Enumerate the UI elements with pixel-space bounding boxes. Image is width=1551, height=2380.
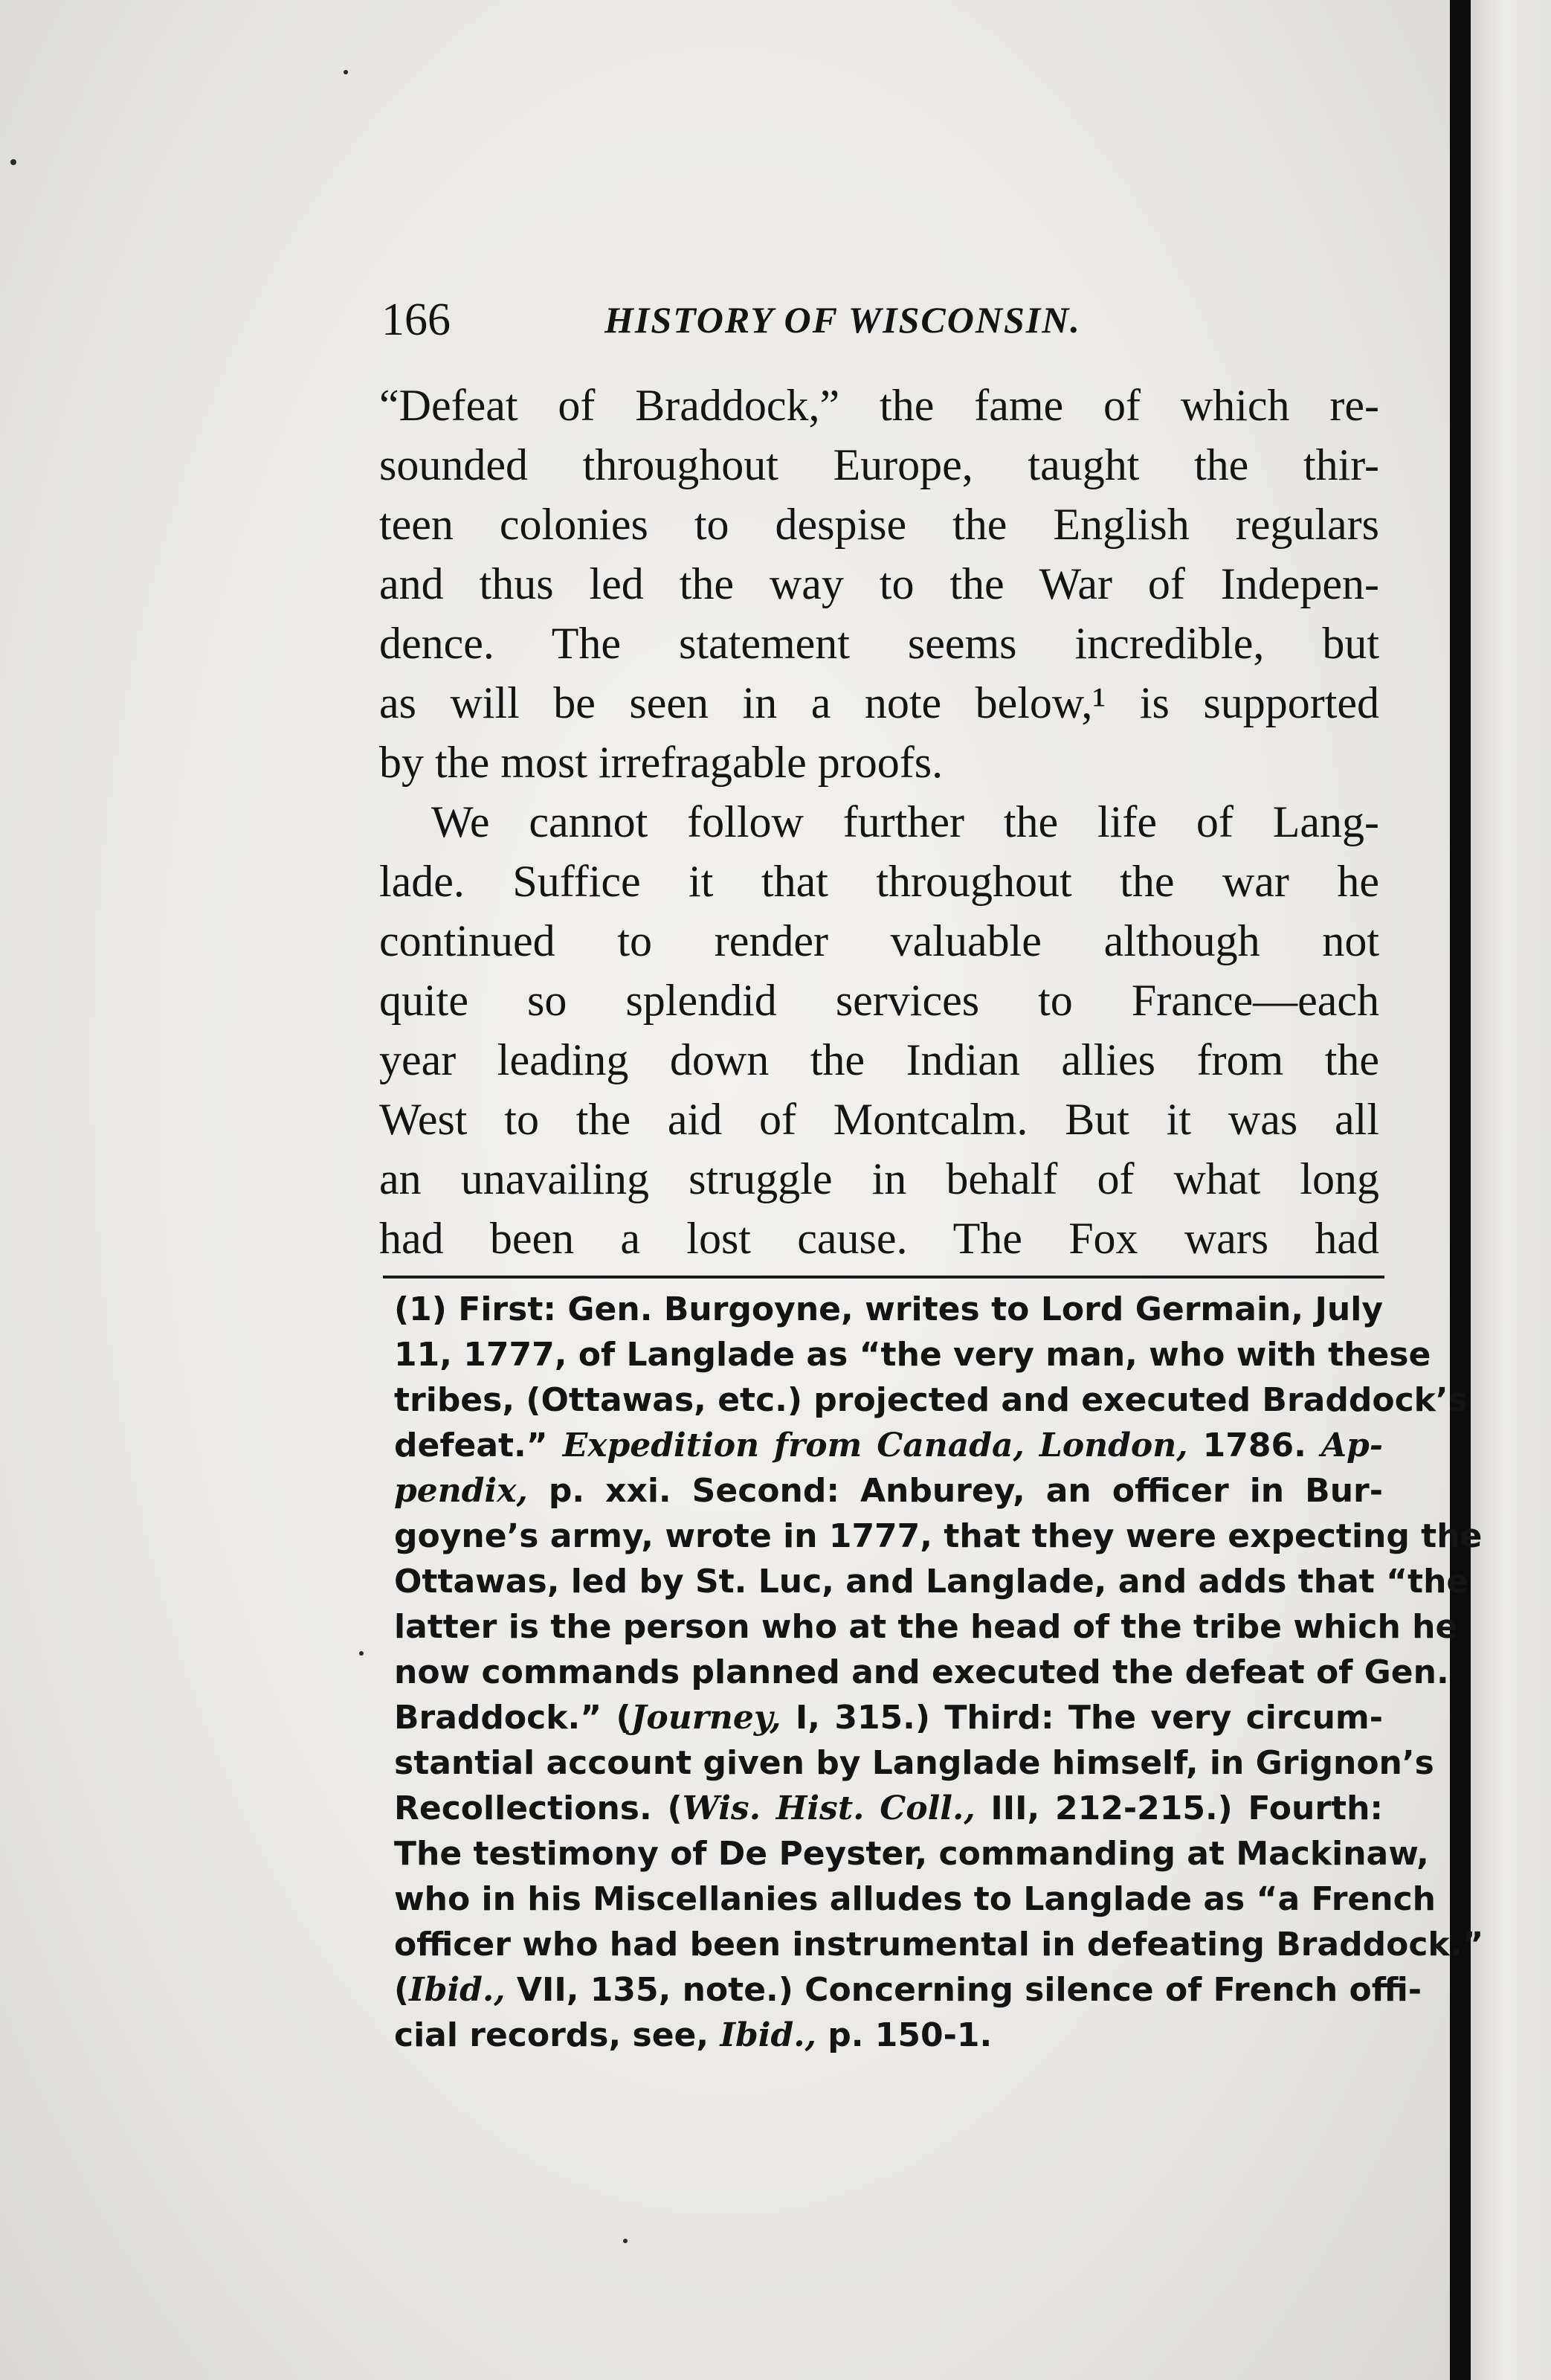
footnote-text: who in his Miscellanies alludes to Langlade as “a French <box>394 1880 1436 1918</box>
footnote-line <box>394 1695 1383 1740</box>
footnote <box>394 1287 1484 2058</box>
footnote-line <box>394 1967 1422 2013</box>
footnote-text: VII, 135, note.) Concerning silence of French offi- <box>505 1971 1422 2009</box>
footnote-line <box>394 1468 1383 1514</box>
footnote-citation: Ibid., <box>720 2016 816 2054</box>
footnote-text: now commands planned and executed the defeat of Gen. <box>394 1653 1449 1691</box>
footnote-line <box>394 1559 1469 1604</box>
footnote-text: tribes, (Ottawas, etc.) projected and executed Braddock’s <box>394 1381 1468 1419</box>
footnote-text: Braddock.” ( <box>394 1699 631 1737</box>
body-line: year leading down the Indian allies from the <box>379 1035 1379 1084</box>
footnote-line <box>394 2013 1383 2058</box>
footnote-citation: Ap- <box>1321 1427 1384 1464</box>
footnote-line <box>394 1831 1429 1876</box>
footnote-rule <box>383 1276 1384 1279</box>
footnote-citation: Journey, <box>631 1699 781 1737</box>
footnote-citation: Expedition from Canada, London, <box>562 1427 1188 1464</box>
body-line: West to the aid of Montcalm. But it was all <box>379 1095 1379 1144</box>
adjacent-page-edge <box>1471 0 1551 2380</box>
binding-shadow <box>1450 0 1471 2380</box>
body-line: and thus led the way to the War of Indepen- <box>379 559 1379 608</box>
body-line: as will be seen in a note below,¹ is supported <box>379 678 1379 727</box>
footnote-line <box>394 1332 1431 1377</box>
footnote-line <box>394 1876 1436 1922</box>
body-line: teen colonies to despise the English regulars <box>379 500 1379 549</box>
footnote-line <box>394 1650 1449 1695</box>
page-number: 166 <box>381 295 451 345</box>
footnote-text: p. xxi. Second: Anburey, an officer in Bur- <box>527 1472 1383 1510</box>
footnote-text: Recollections. ( <box>394 1789 683 1827</box>
footnote-line <box>394 1287 1383 1332</box>
body-line: quite so splendid services to France—each <box>379 976 1379 1025</box>
footnote-text: stantial account given by Langlade himself, in Grignon’s <box>394 1744 1434 1782</box>
footnote-text: III, 212-215.) Fourth: <box>975 1789 1383 1827</box>
body-line: sounded throughout Europe, taught the thir- <box>379 440 1379 489</box>
body-text <box>379 376 1379 1268</box>
paper-speck <box>344 70 348 74</box>
body-line: had been a lost cause. The Fox wars had <box>379 1214 1379 1263</box>
footnote-line <box>394 1786 1383 1831</box>
footnote-text: Ottawas, led by St. Luc, and Langlade, and adds that “the <box>394 1563 1469 1601</box>
footnote-text: 11, 1777, of Langlade as “the very man, who with these <box>394 1336 1431 1374</box>
footnote-line <box>394 1604 1458 1650</box>
footnote-text: latter is the person who at the head of the tribe which he <box>394 1608 1458 1646</box>
footnote-line <box>394 1740 1434 1786</box>
footnote-text: goyne’s army, wrote in 1777, that they were expecting the <box>394 1517 1483 1555</box>
footnote-line <box>394 1423 1383 1468</box>
footnote-text: 1786. <box>1187 1427 1321 1464</box>
body-line: We cannot follow further the life of Lang- <box>431 797 1379 846</box>
footnote-text: officer who had been instrumental in defeating Braddock.” <box>394 1926 1484 1964</box>
footnote-text: defeat.” <box>394 1427 563 1464</box>
footnote-text: cial records, see, <box>394 2016 720 2054</box>
paper-speck <box>10 159 16 165</box>
running-head: HISTORY OF WISCONSIN. <box>604 299 1081 341</box>
page-header <box>381 290 1378 350</box>
footnote-citation: pendix, <box>394 1472 528 1510</box>
body-line: continued to render valuable although not <box>379 916 1379 965</box>
body-line: an unavailing struggle in behalf of what long <box>379 1154 1379 1203</box>
footnote-text: I, 315.) Third: The very circum- <box>781 1699 1383 1737</box>
footnote-citation: Wis. Hist. Coll., <box>682 1789 976 1827</box>
footnote-text: p. 150-1. <box>816 2016 993 2054</box>
footnote-line <box>394 1514 1483 1559</box>
footnote-text: (1) First: Gen. Burgoyne, writes to Lord Germain, July <box>394 1290 1383 1328</box>
body-line: by the most irrefragable proofs. <box>379 738 944 787</box>
body-line: dence. The statement seems incredible, but <box>379 619 1379 668</box>
footnote-line <box>394 1922 1484 1967</box>
footnote-line <box>394 1377 1468 1423</box>
footnote-citation: Ibid., <box>409 1971 506 2009</box>
footnote-text: ( <box>394 1971 410 2009</box>
body-line: lade. Suffice it that throughout the war he <box>379 857 1379 906</box>
body-line: “Defeat of Braddock,” the fame of which re- <box>379 381 1379 430</box>
paper-speck <box>623 2239 628 2243</box>
paper-speck <box>359 1651 364 1656</box>
footnote-text: The testimony of De Peyster, commanding at Mackinaw, <box>394 1835 1429 1873</box>
